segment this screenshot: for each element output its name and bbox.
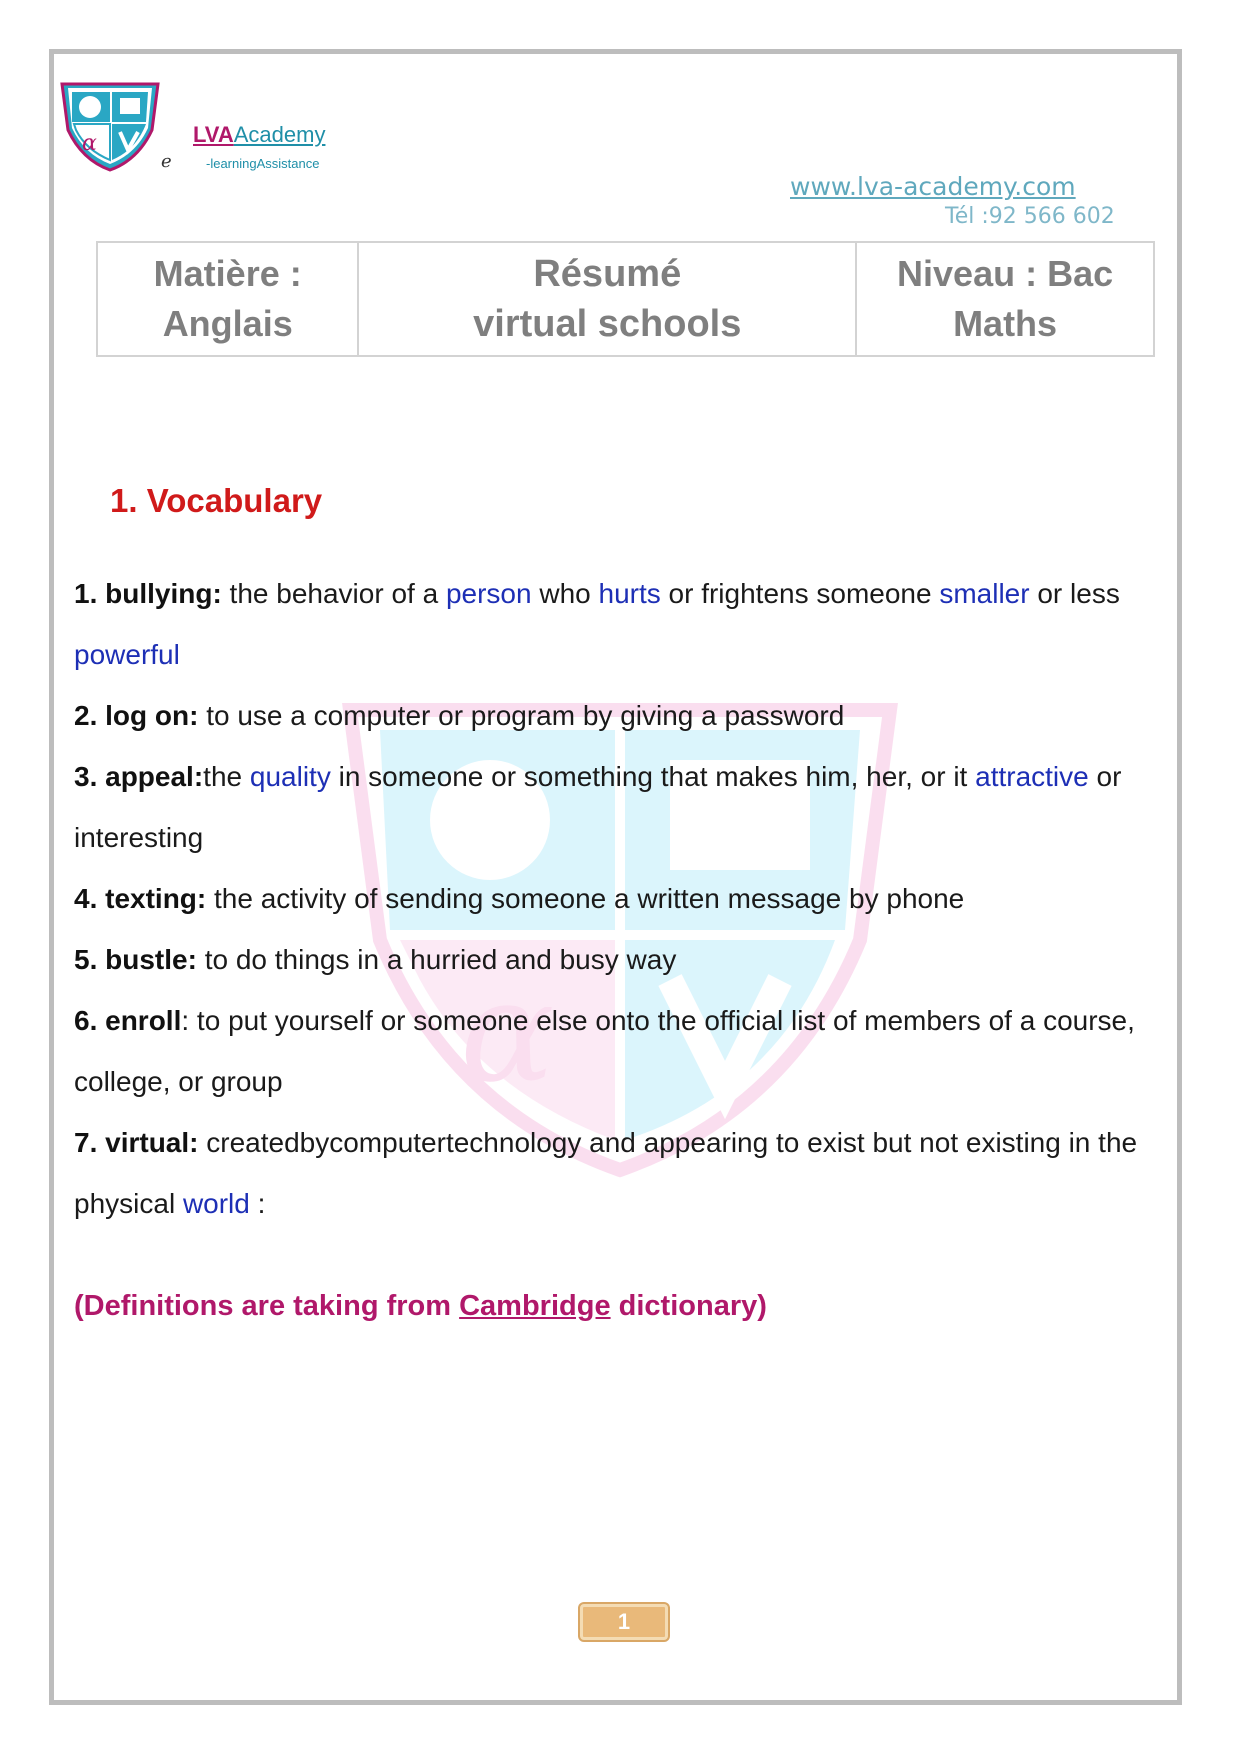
vocab-item [74,929,1164,990]
vocab-term: 4. texting: [74,883,207,914]
vocab-highlight: attractive [975,761,1089,792]
source-note [74,1290,767,1323]
brand-e-mark: e [161,151,172,172]
doc-subtitle: virtual schools [473,303,742,345]
vocab-term: 1. bullying: [74,578,222,609]
vocab-text: or frightens someone [660,578,940,609]
website-link[interactable]: www.lva-academy.com [790,172,1076,201]
vocab-text: to use a computer or program by giving a password [198,700,845,731]
brand-tagline: -learningAssistance [206,156,320,171]
telephone: Tél :92 566 602 [945,204,1115,229]
vocab-text: in someone or something that makes him, her, or it [330,761,976,792]
vocab-item [74,990,1164,1112]
vocab-text: : to put yourself or someone else onto the official list of members of a course, college, or group [74,1005,1135,1097]
vocab-text: createdbycomputertechnology and appearing to exist but not existing in the physical [74,1127,1138,1219]
vocab-item [74,685,1164,746]
vocabulary-list [74,563,1164,1234]
lva-logo-icon [58,78,162,172]
info-table [96,241,1155,357]
level-value: Maths [953,303,1058,344]
vocab-text: : [249,1188,266,1219]
vocab-item [74,746,1164,868]
cambridge-link[interactable]: Cambridge [459,1290,611,1322]
vocab-term: 7. virtual: [74,1127,199,1158]
vocab-text: or less [1029,578,1120,609]
subject-cell [97,242,358,356]
page-number: 1 [580,1604,668,1640]
vocab-highlight: world [182,1188,250,1219]
vocab-term: 3. appeal: [74,761,204,792]
vocab-highlight: powerful [74,639,180,670]
subject-label: Matière : [153,253,302,294]
vocab-text: to do things in a hurried and busy way [196,944,677,975]
svg-text:α: α [460,951,555,1114]
vocab-text: the [203,761,250,792]
vocab-highlight: smaller [939,578,1030,609]
vocab-highlight: hurts [598,578,661,609]
vocab-highlight: quality [249,761,331,792]
title-cell [358,242,856,356]
brand-lva: LVA [193,122,234,147]
vocab-text: who [531,578,599,609]
brand-academy: Academy [233,122,326,147]
subject-value: Anglais [162,303,293,344]
vocab-item [74,868,1164,929]
source-prefix: (Definitions are taking from [74,1290,460,1322]
vocab-item [74,563,1164,685]
vocab-text: or interesting [74,761,1122,853]
vocab-text: the activity of sending someone a written message by phone [206,883,965,914]
doc-title: Résumé [533,253,682,295]
svg-text:α: α [82,131,97,156]
vocab-text: the behavior of a [221,578,446,609]
vocab-item [74,1112,1164,1234]
vocab-term: 5. bustle: [74,944,197,975]
level-cell [856,242,1154,356]
brand-name [193,122,325,148]
source-suffix: dictionary) [610,1290,767,1322]
vocab-highlight: person [445,578,532,609]
vocab-term: 6. enroll [74,1005,182,1036]
section-title: 1. Vocabulary [110,482,323,519]
vocab-term: 2. log on: [74,700,199,731]
level-label: Niveau : Bac [897,253,1114,294]
